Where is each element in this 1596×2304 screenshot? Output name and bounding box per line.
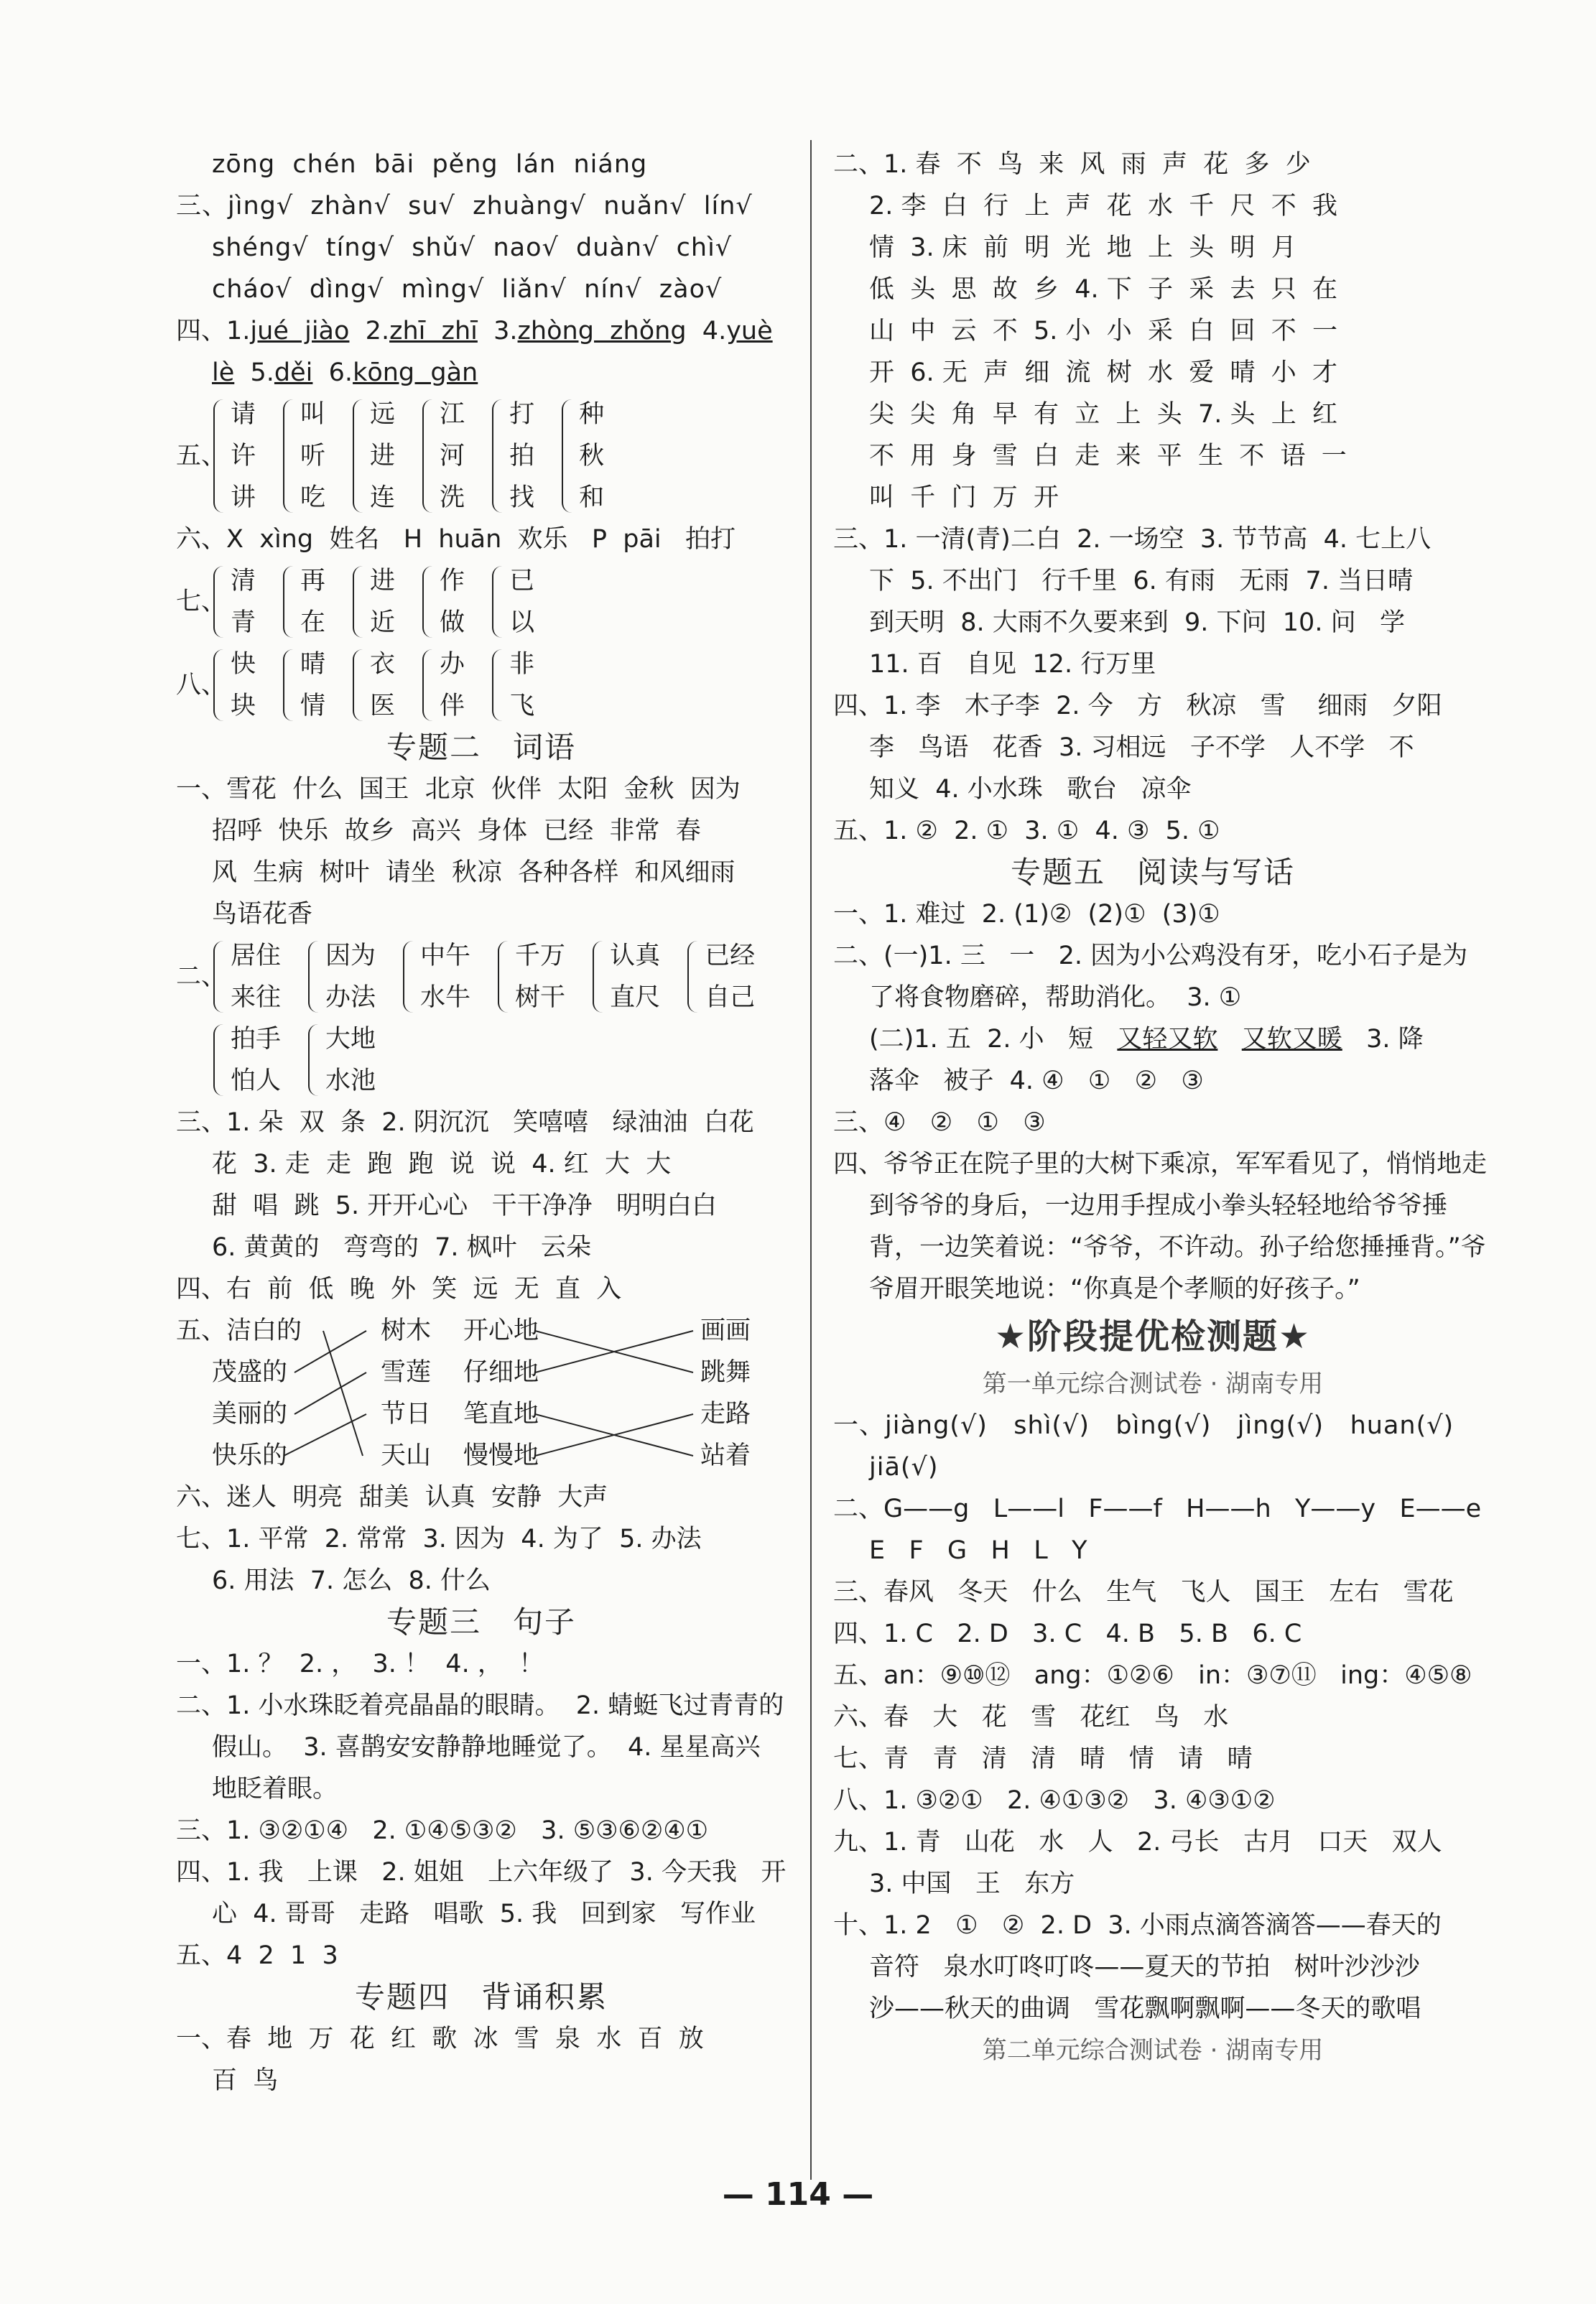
- answer-line: 四、1. C 2. D 3. C 4. B 5. B 6. C: [833, 1620, 1302, 1648]
- bracket-word: 江: [440, 400, 465, 429]
- brace-icon: [422, 649, 434, 721]
- answer-line: 尖 尖 角 早 有 立 上 头 7. 头 上 红: [869, 400, 1338, 429]
- question-label: 五、: [176, 442, 227, 470]
- answer-line: 不 用 身 雪 白 走 来 平 生 不 语 一: [869, 442, 1347, 470]
- bracket-word: 洗: [440, 483, 465, 512]
- bracket-word: 近: [370, 608, 396, 637]
- brace-icon: [422, 566, 434, 638]
- brace-icon: [213, 941, 225, 1013]
- bracket-word: 以: [509, 608, 535, 637]
- brace-icon: [283, 649, 294, 721]
- bracket-set: [213, 560, 256, 644]
- bracket-set: [492, 644, 534, 727]
- answer-line: 到天明 8. 大雨不久要来到 9. 下问 10. 问 学: [869, 608, 1405, 637]
- match-mid-item: 天山: [381, 1441, 432, 1470]
- answer-line: 七、青 青 清 清 晴 情 请 晴: [833, 1745, 1253, 1773]
- answer-line: 一、jiàng(√) shì(√) bìng(√) jìng(√) huan(√): [833, 1411, 1455, 1440]
- answer-line: 三、1. ③②①④ 2. ①④⑤③② 3. ⑤③⑥②④①: [176, 1816, 708, 1845]
- bracket-word: 许: [231, 442, 256, 470]
- brace-icon: [213, 399, 225, 513]
- bracket-set: [562, 394, 604, 519]
- answer-line: 情 3. 床 前 明 光 地 上 头 明 月: [869, 233, 1296, 262]
- answer-line: 2. 李 白 行 上 声 花 水 千 尺 不 我: [869, 192, 1338, 220]
- match-left-item: 快乐的: [212, 1441, 288, 1470]
- bracket-word: 大地: [325, 1025, 376, 1054]
- bracket-word: 在: [300, 608, 326, 637]
- bracket-word: 晴: [300, 650, 326, 679]
- bracket-word: 千万: [515, 942, 566, 970]
- bracket-word: 秋: [579, 442, 605, 470]
- bracket-word: 远: [370, 400, 396, 429]
- bracket-word: 找: [509, 483, 535, 512]
- bracket-word: 听: [300, 442, 326, 470]
- brace-icon: [422, 399, 434, 513]
- match-left-item: 美丽的: [212, 1400, 288, 1429]
- answer-line: 地眨着眼。: [212, 1775, 338, 1803]
- answer-line: 十、1. 2 ① ② 2. D 3. 小雨点滴答滴答——春天的: [833, 1911, 1442, 1940]
- bracket-word: 直尺: [610, 983, 661, 1012]
- match-mid2-item: 仔细地: [463, 1358, 539, 1387]
- brace-icon: [213, 1024, 225, 1096]
- bracket-set: [308, 935, 376, 1018]
- answer-line: 二、1. 小水珠眨着亮晶晶的眼睛。 2. 蜻蜓飞过青青的: [176, 1691, 784, 1720]
- answer-line: E F G H L Y: [869, 1536, 1087, 1565]
- match-mid2-item: 开心地: [463, 1316, 539, 1345]
- bracket-word: 进: [370, 442, 396, 470]
- right-column: [833, 144, 1488, 2071]
- match-right-item: 跳舞: [700, 1358, 751, 1387]
- answer-line: 四、1. 李 木子李 2. 今 方 秋凉 雪 细雨 夕阳: [833, 692, 1442, 720]
- bracket-word: 进: [370, 567, 396, 595]
- section-heading: 专题五 阅读与写话: [1010, 855, 1295, 890]
- answer-line: 八、1. ③②① 2. ④①③② 3. ④③①②: [833, 1786, 1276, 1815]
- bracket-word: 连: [370, 483, 396, 512]
- answer-line: 三、④ ② ① ③: [833, 1108, 1046, 1137]
- answer-line: 11. 百 自见 12. 行万里: [869, 650, 1156, 679]
- bracket-word: 来往: [231, 983, 282, 1012]
- bracket-word: 水池: [325, 1067, 376, 1095]
- bracket-word: 讲: [231, 483, 256, 512]
- answer-line: 假山。 3. 喜鹊安安静静地睡觉了。 4. 星星高兴: [212, 1733, 761, 1762]
- answer-line: 五、an：⑨⑩⑫ ang：①②⑥ in：③⑦⑪ ing：④⑤⑧: [833, 1661, 1472, 1690]
- brace-icon: [492, 649, 504, 721]
- bracket-group-words: [176, 935, 787, 1018]
- match-right-item: 走路: [700, 1400, 751, 1429]
- answer-line: 四、1.jué jiào 2.zhī zhī 3.zhòng zhǒng 4.yuè: [176, 317, 773, 345]
- bracket-word: 拍: [509, 442, 535, 470]
- brace-icon: [213, 566, 225, 638]
- answer-line: 二、1. 春 不 鸟 来 风 雨 声 花 多 少: [833, 150, 1311, 179]
- bracket-word: 再: [300, 567, 326, 595]
- answer-line: 音符 泉水叮咚叮咚——夏天的节拍 树叶沙沙沙: [869, 1953, 1420, 1982]
- question-label: 七、: [176, 587, 227, 616]
- bracket-set: [213, 644, 256, 727]
- answer-line: 心 4. 哥哥 走路 唱歌 5. 我 回到家 写作业: [212, 1900, 756, 1928]
- bracket-word: 打: [509, 400, 535, 429]
- answer-line: 四、1. 我 上课 2. 姐姐 上六年级了 3. 今天我 开: [176, 1858, 787, 1887]
- bracket-word: 和: [579, 483, 605, 512]
- bracket-set: [422, 560, 465, 644]
- bracket-set: [403, 935, 470, 1018]
- section-banner: ★阶段提优检测题★: [994, 1316, 1312, 1357]
- brace-icon: [353, 399, 364, 513]
- brace-icon: [283, 566, 294, 638]
- answer-line: jiā(√): [869, 1453, 939, 1482]
- answer-line: 五、4 2 1 3: [176, 1941, 338, 1970]
- match-mid-item: 树木: [381, 1316, 432, 1345]
- bracket-word: 块: [231, 692, 256, 720]
- bracket-word: 飞: [509, 692, 535, 720]
- bracket-set: [498, 935, 565, 1018]
- bracket-set: [213, 935, 281, 1018]
- pinyin-line: zōng chén bāi pěng lán niáng: [212, 150, 648, 179]
- brace-icon: [687, 941, 699, 1013]
- answer-line: 甜 唱 跳 5. 开开心心 干干净净 明明白白: [212, 1192, 718, 1220]
- bracket-group-q7: [176, 560, 787, 644]
- brace-icon: [283, 399, 294, 513]
- bracket-word: 种: [579, 400, 605, 429]
- answer-line: lè 5.děi 6.kōng gàn: [212, 358, 478, 387]
- answer-line: 三、1. 朵 双 条 2. 阴沉沉 笑嘻嘻 绿油油 白花: [176, 1108, 754, 1137]
- bracket-word: 因为: [325, 942, 376, 970]
- brace-icon: [562, 399, 573, 513]
- bracket-word: 情: [300, 692, 326, 720]
- answer-line: 四、右 前 低 晚 外 笑 远 无 直 入: [176, 1275, 622, 1304]
- match-left-item: 茂盛的: [212, 1358, 288, 1387]
- bracket-word: 已经: [705, 942, 756, 970]
- bracket-set: [283, 394, 325, 519]
- bracket-group-q8: [176, 644, 787, 727]
- bracket-word: 办法: [325, 983, 376, 1012]
- bracket-word: 怕人: [231, 1067, 282, 1095]
- brace-icon: [498, 941, 509, 1013]
- answer-line: 6. 黄黄的 弯弯的 7. 枫叶 云朵: [212, 1233, 592, 1262]
- brace-icon: [213, 649, 225, 721]
- match-left-item: 五、洁白的: [176, 1316, 302, 1345]
- bracket-set: [422, 644, 465, 727]
- answer-line: 一、雪花 什么 国王 北京 伙伴 太阳 金秋 因为: [176, 775, 741, 804]
- bracket-word: 非: [509, 650, 535, 679]
- bracket-word: 已: [509, 567, 535, 595]
- bracket-set: [492, 394, 534, 519]
- bracket-set: [353, 644, 395, 727]
- match-mid-item: 节日: [381, 1400, 432, 1429]
- answer-line: 下 5. 不出门 行千里 6. 有雨 无雨 7. 当日晴: [869, 567, 1414, 595]
- answer-line: 七、1. 平常 2. 常常 3. 因为 4. 为了 5. 办法: [176, 1525, 702, 1553]
- bracket-word: 拍手: [231, 1025, 282, 1054]
- bracket-set: [593, 935, 660, 1018]
- match-right-item: 画画: [700, 1316, 751, 1345]
- answer-line: 二、(一)1. 三 一 2. 因为小公鸡没有牙，吃小石子是为: [833, 942, 1468, 970]
- question-label: 二、: [176, 962, 227, 991]
- answer-line: 一、春 地 万 花 红 歌 冰 雪 泉 水 百 放: [176, 2025, 704, 2053]
- bracket-set: [353, 560, 395, 644]
- answer-line: 6. 用法 7. 怎么 8. 什么: [212, 1566, 491, 1595]
- answer-line: 了将食物磨碎，帮助消化。 3. ①: [869, 983, 1242, 1012]
- bracket-set: [492, 560, 534, 644]
- answer-line: 花 3. 走 走 跑 跑 说 说 4. 红 大 大: [212, 1150, 672, 1179]
- match-mid-item: 雪莲: [381, 1358, 432, 1387]
- answer-line: 叫 千 门 万 开: [869, 483, 1059, 512]
- answer-line: 知义 4. 小水珠 歌台 凉伞: [869, 775, 1192, 804]
- bracket-set: [213, 1018, 281, 1102]
- brace-icon: [308, 941, 320, 1013]
- bracket-word: 做: [440, 608, 465, 637]
- bracket-set: [283, 560, 325, 644]
- bracket-word: 医: [370, 692, 396, 720]
- answer-line: 四、爷爷正在院子里的大树下乘凉，军军看见了，悄悄地走: [833, 1150, 1488, 1179]
- bracket-set: [308, 1018, 376, 1102]
- answer-line: 山 中 云 不 5. 小 小 采 白 回 不 一: [869, 317, 1338, 345]
- bracket-set: [283, 644, 325, 727]
- match-mid2-item: 慢慢地: [463, 1441, 539, 1470]
- bracket-word: 叫: [300, 400, 326, 429]
- answer-line: 到爷爷的身后，一边用手捏成小拳头轻轻地给爷爷捶: [869, 1192, 1448, 1220]
- answer-line: 鸟语花香: [212, 900, 313, 929]
- brace-icon: [353, 649, 364, 721]
- bracket-word: 认真: [610, 942, 661, 970]
- bracket-word: 河: [440, 442, 465, 470]
- answer-line: 五、1. ② 2. ① 3. ① 4. ③ 5. ①: [833, 817, 1220, 845]
- bracket-group-words-2: [176, 1018, 787, 1102]
- question-label: 八、: [176, 671, 227, 700]
- bracket-set: [687, 935, 755, 1018]
- answer-line: 风 生病 树叶 请坐 秋凉 各种各样 和风细雨: [212, 858, 736, 887]
- answer-line: 六、迷人 明亮 甜美 认真 安静 大声: [176, 1483, 608, 1512]
- bracket-set: [353, 394, 395, 519]
- answer-line: 开 6. 无 声 细 流 树 水 爱 晴 小 才: [869, 358, 1338, 387]
- answer-line: 落伞 被子 4. ④ ① ② ③: [869, 1067, 1204, 1095]
- bracket-word: 作: [440, 567, 465, 595]
- answer-line: (二)1. 五 2. 小 短 又轻又软 又软又暖 3. 降: [869, 1025, 1424, 1054]
- answer-line: 背，一边笑着说：“爷爷，不许动。孙子给您捶捶背。”爷: [869, 1233, 1486, 1262]
- match-right-item: 站着: [700, 1441, 751, 1470]
- bracket-word: 中午: [420, 942, 471, 970]
- bracket-set: [213, 394, 256, 519]
- bracket-word: 请: [231, 400, 256, 429]
- bracket-word: 自己: [705, 983, 756, 1012]
- answer-line: 九、1. 青 山花 水 人 2. 弓长 古月 口天 双人: [833, 1828, 1442, 1857]
- bracket-set: [422, 394, 465, 519]
- answer-line: 李 鸟语 花香 3. 习相远 子不学 人不学 不: [869, 733, 1414, 762]
- answer-line: 三、jìng√ zhàn√ su√ zhuàng√ nuǎn√ lín√: [176, 192, 753, 220]
- bracket-word: 树干: [515, 983, 566, 1012]
- column-divider: [810, 140, 812, 2180]
- left-column: [176, 144, 787, 2101]
- brace-icon: [492, 566, 504, 638]
- answer-line: 一、1. 难过 2. (1)② (2)① (3)①: [833, 900, 1220, 929]
- section-heading: 专题三 句子: [386, 1604, 576, 1640]
- match-mid2-item: 笔直地: [463, 1400, 539, 1429]
- bracket-word: 办: [440, 650, 465, 679]
- answer-line: 二、G——g L——l F——f H——h Y——y E——e: [833, 1495, 1482, 1523]
- answer-line: 百 鸟: [212, 2066, 279, 2095]
- section-heading: 专题四 背诵积累: [354, 1979, 608, 2015]
- page-number: — 114 —: [722, 2176, 874, 2213]
- answer-line: 招呼 快乐 故乡 高兴 身体 已经 非常 春: [212, 817, 701, 845]
- answer-line: 三、春风 冬天 什么 生气 飞人 国王 左右 雪花: [833, 1578, 1454, 1607]
- bracket-word: 快: [231, 650, 256, 679]
- answer-line: 六、春 大 花 雪 花红 鸟 水: [833, 1703, 1229, 1732]
- answer-line: 爷眉开眼笑地说：“你真是个孝顺的好孩子。”: [869, 1275, 1360, 1304]
- answer-line: cháo√ dìng√ mìng√ liǎn√ nín√ zào√: [212, 275, 723, 304]
- matching-question: [176, 1310, 787, 1477]
- bracket-group-q5: [176, 394, 787, 519]
- answer-line: 沙——秋天的曲调 雪花飘啊飘啊——冬天的歌唱: [869, 1994, 1421, 2023]
- section-heading: 专题二 词语: [386, 730, 576, 765]
- brace-icon: [353, 566, 364, 638]
- bracket-word: 清: [231, 567, 256, 595]
- answer-line: 六、X xìng 姓名 H huān 欢乐 P pāi 拍打: [176, 525, 736, 554]
- bracket-word: 青: [231, 608, 256, 637]
- test-subtitle: 第一单元综合测试卷 · 湖南专用: [982, 1370, 1324, 1398]
- bracket-word: 吃: [300, 483, 326, 512]
- answer-line: 低 头 思 故 乡 4. 下 子 采 去 只 在: [869, 275, 1338, 304]
- answer-line: 一、1. ？ 2. ， 3. ！ 4. ， ！: [176, 1650, 544, 1678]
- bracket-word: 伴: [440, 692, 465, 720]
- brace-icon: [403, 941, 414, 1013]
- bracket-word: 居住: [231, 942, 282, 970]
- answer-line: 3. 中国 王 东方: [869, 1869, 1075, 1898]
- test-subtitle: 第二单元综合测试卷 · 湖南专用: [982, 2036, 1324, 2065]
- brace-icon: [593, 941, 604, 1013]
- brace-icon: [492, 399, 504, 513]
- answer-line: shéng√ tíng√ shǔ√ nao√ duàn√ chì√: [212, 233, 733, 262]
- bracket-word: 衣: [370, 650, 396, 679]
- bracket-word: 水牛: [420, 983, 471, 1012]
- brace-icon: [308, 1024, 320, 1096]
- answer-line: 三、1. 一清(青)二白 2. 一场空 3. 节节高 4. 七上八: [833, 525, 1432, 554]
